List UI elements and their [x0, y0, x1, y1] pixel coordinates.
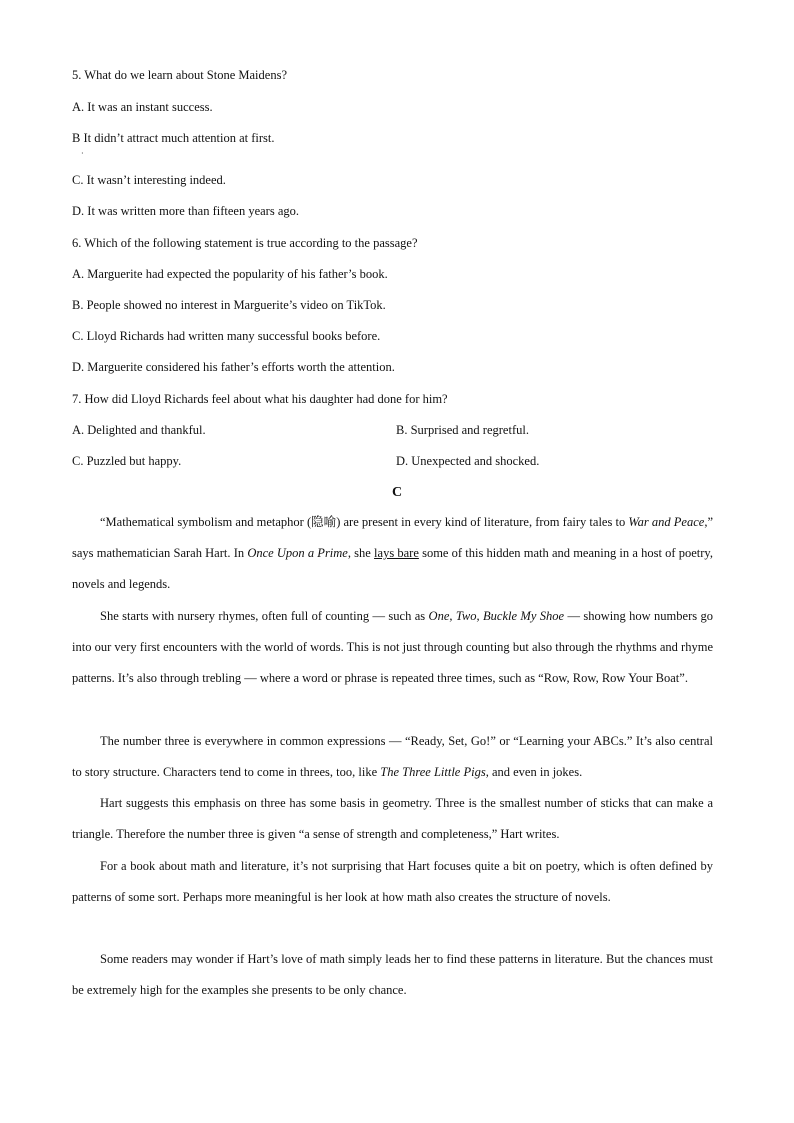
stray-dot: · — [81, 149, 84, 158]
q7-option-a: A. Delighted and thankful. — [72, 423, 206, 437]
section-title: C — [391, 485, 403, 500]
paragraph-6: Some readers may wonder if Hart’s love of math simply leads her to find these patterns in literature. But the chances must be extremely high for the examples she presents to be only chance. — [72, 952, 713, 998]
paragraph-3: The number three is everywhere in common expressions — “Ready, Set, Go!” or “Learning your ABCs.” It’s also central to story structure. Characters tend to come in threes, too, like The Three Little Pigs, and even in jokes. — [72, 734, 713, 780]
q7-option-b: B. Surprised and regretful. — [396, 423, 529, 437]
q5-option-c: C. It wasn’t interesting indeed. — [72, 173, 226, 187]
q7-option-d: D. Unexpected and shocked. — [396, 454, 540, 468]
q5-option-a: A. It was an instant success. — [72, 100, 213, 114]
q7-option-c: C. Puzzled but happy. — [72, 454, 182, 468]
question-5-stem: 5. What do we learn about Stone Maidens? — [72, 68, 287, 82]
q5-option-b: B It didn’t attract much attention at first. — [72, 131, 275, 145]
question-7-stem: 7. How did Lloyd Richards feel about what his daughter had done for him? — [72, 392, 448, 406]
paragraph-4: Hart suggests this emphasis on three has some basis in geometry. Three is the smallest number of sticks that can make a triangle. Therefore the number three is given “a sense of strength and completeness,” Hart writes. — [72, 796, 713, 842]
paragraph-1: “Mathematical symbolism and metaphor (隐喻) are present in every kind of literature, from fairy tales to War and Peace,” says mathematician Sarah Hart. In Once Upon a Prime, she lays bare some of this hidden math and meaning in a host of poetry, novels and legends. — [72, 515, 713, 592]
q6-option-d: D. Marguerite considered his father’s efforts worth the attention. — [72, 360, 395, 374]
underlined-phrase: lays bare — [374, 546, 419, 561]
paragraph-5: For a book about math and literature, it’s not surprising that Hart focuses quite a bit on poetry, which is often defined by patterns of some sort. Perhaps more meaningful is her look at how math also creates the structure of novels. — [72, 859, 713, 905]
q6-option-b: B. People showed no interest in Marguerite’s video on TikTok. — [72, 298, 386, 312]
question-6-stem: 6. Which of the following statement is true according to the passage? — [72, 236, 418, 250]
q6-option-c: C. Lloyd Richards had written many successful books before. — [72, 329, 381, 343]
q6-option-a: A. Marguerite had expected the popularity of his father’s book. — [72, 267, 388, 281]
q5-option-d: D. It was written more than fifteen years ago. — [72, 204, 300, 218]
paragraph-2: She starts with nursery rhymes, often full of counting — such as One, Two, Buckle My Shoe — showing how numbers go into our very first encounters with the world of words. This is not just through counting but also through the rhythms and rhyme patterns. It’s also through trebling — where a word or phrase is repeated three times, such as “Row, Row, Row Your Boat”. — [72, 609, 713, 686]
